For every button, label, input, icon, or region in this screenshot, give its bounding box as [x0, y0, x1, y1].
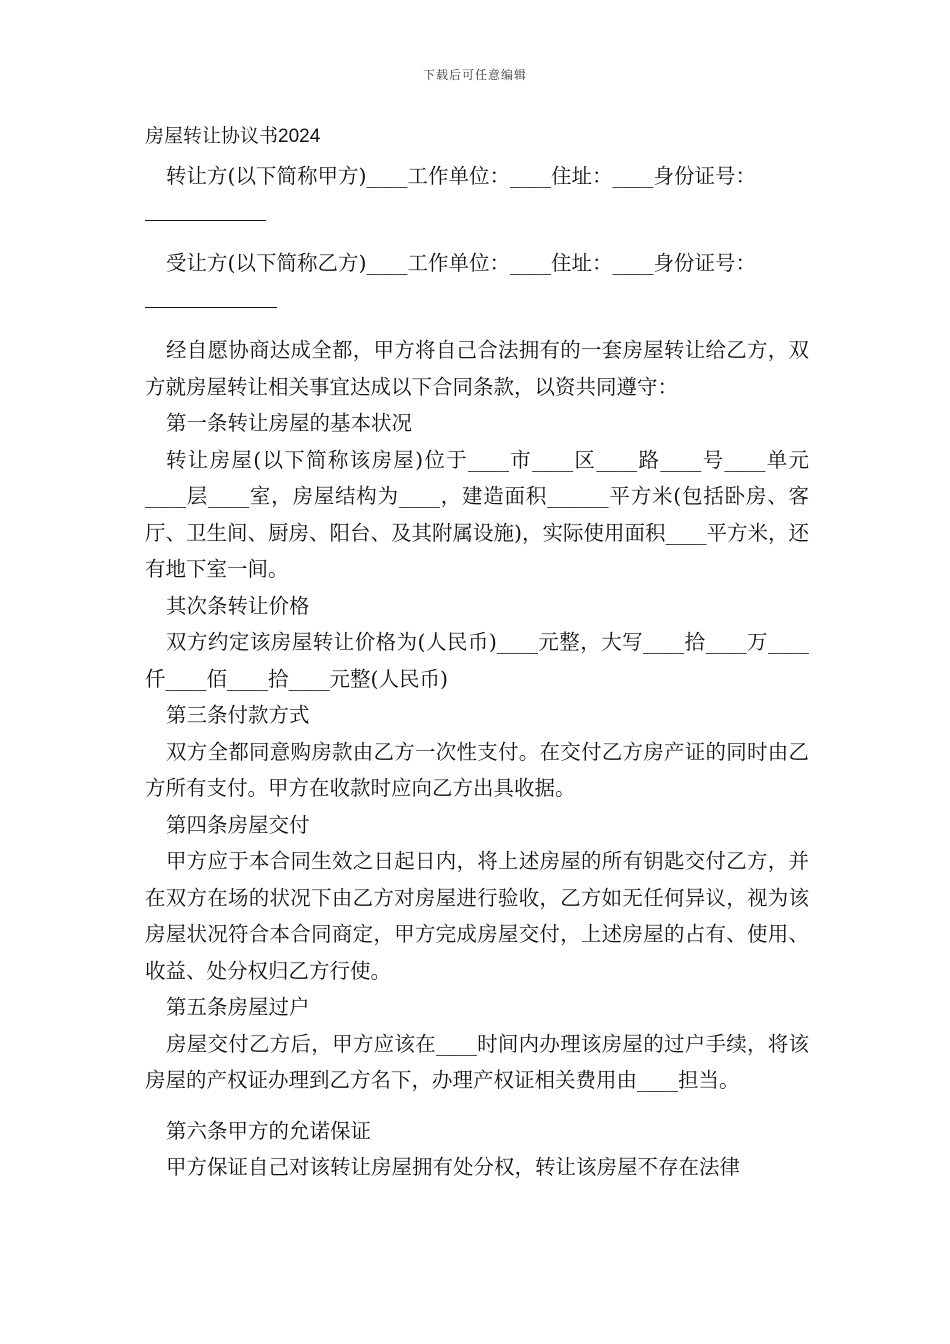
article-body: 房屋交付乙方后，甲方应该在____时间内办理该房屋的过户手续，将该房屋的产权证办理到乙方名下，办理产权证相关费用由____担当。 — [145, 1031, 809, 1092]
document-title — [145, 124, 320, 149]
id-number-blank-line — [145, 195, 809, 232]
article-heading: 第五条房屋过户 — [166, 995, 310, 1019]
document-body — [145, 158, 809, 1186]
intro-paragraph: 经自愿协商达成全都，甲方将自己合法拥有的一套房屋转让给乙方，双方就房屋转让相关事宜达成以下合同条款，以资共同遵守： — [145, 338, 809, 399]
transferee-paragraph: 受让方(以下简称乙方)____工作单位：____住址：____身份证号： — [166, 251, 756, 275]
article-body: 双方全都同意购房款由乙方一次性支付。在交付乙方房产证的同时由乙方所有支付。甲方在收款时应向乙方出具收据。 — [145, 739, 809, 800]
transferor-paragraph: 转让方(以下简称甲方)____工作单位：____住址：____身份证号： — [166, 164, 756, 188]
article-heading: 第四条房屋交付 — [166, 812, 310, 837]
id-number-blank-line — [145, 282, 809, 319]
article-body: 甲方保证自己对该转让房屋拥有处分权，转让该房屋不存在法律 — [166, 1155, 740, 1179]
article-body: 甲方应于本合同生效之日起日内，将上述房屋的所有钥匙交付乙方，并在双方在场的状况下由乙方对房屋进行验收，乙方如无任何异议，视为该房屋状况符合本合同商定，甲方完成房屋交付，上述房屋的占有、使用、收益、处分权归乙方行使。 — [145, 849, 809, 983]
article-heading: 第六条甲方的允诺保证 — [166, 1118, 371, 1143]
article-heading: 第三条付款方式 — [166, 703, 310, 727]
article-body: 转让房屋(以下简称该房屋)位于____市____区____路____号____单元____层____室，房屋结构为____，建造面积______平方米(包括卧房、客厅、卫生间、厨房、阳台、及其附属设施)，实际使用面积____平方米，还有地下室一间。 — [145, 447, 809, 581]
article-body: 双方约定该房屋转让价格为(人民币)____元整，大写____拾____万____仟____佰____拾____元整(人民币) — [145, 630, 809, 691]
title-year: 2024 — [278, 126, 321, 147]
article-heading: 其次条转让价格 — [166, 593, 310, 618]
header-note: 下载后可任意编辑 — [422, 68, 527, 82]
title-text: 房屋转让协议书 — [145, 125, 279, 147]
article-heading: 第一条转让房屋的基本状况 — [166, 411, 412, 435]
